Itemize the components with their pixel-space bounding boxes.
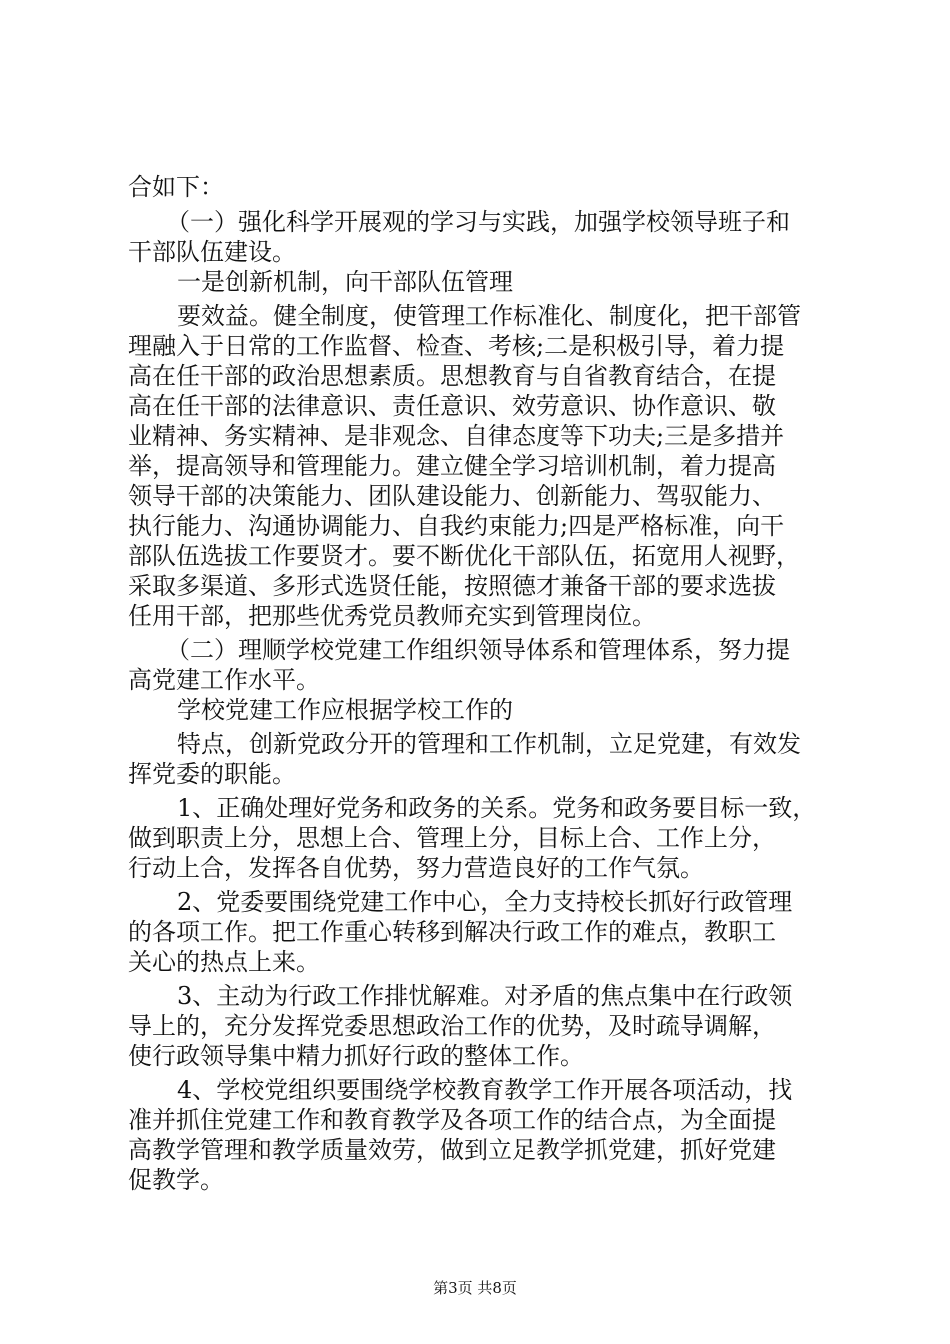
text-line: 部队伍选拔工作要贤才。要不断优化干部队伍，拓宽用人视野， (128, 542, 800, 570)
text-line: 理融入于日常的工作监督、检查、考核;二是积极引导，着力提 (128, 332, 785, 360)
text-line: 要效益。健全制度，使管理工作标准化、制度化，把干部管 (177, 302, 801, 330)
text-line: 执行能力、沟通协调能力、自我约束能力;四是严格标准，向干 (128, 512, 785, 540)
text-line: 的各项工作。把工作重心转移到解决行政工作的难点，教职工 (128, 918, 776, 946)
text-line: 2、党委要围绕党建工作中心，全力支持校长抓好行政管理 (177, 888, 793, 916)
text-line: （二）理顺学校党建工作组织领导体系和管理体系，努力提 (166, 636, 790, 664)
text-line: 做到职责上分，思想上合、管理上分，目标上合、工作上分， (128, 824, 776, 852)
text-line: 任用干部，把那些优秀党员教师充实到管理岗位。 (128, 602, 656, 630)
text-line: 特点，创新党政分开的管理和工作机制，立足党建，有效发 (177, 730, 801, 758)
page-footer: 第3页 共8页 (433, 1279, 517, 1297)
text-line: 高党建工作水平。 (128, 666, 320, 694)
text-line: 采取多渠道、多形式选贤任能，按照德才兼备干部的要求选拔 (128, 572, 776, 600)
text-line: 高教学管理和教学质量效劳，做到立足教学抓党建，抓好党建 (128, 1136, 776, 1164)
text-line: 4、学校党组织要围绕学校教育教学工作开展各项活动，找 (177, 1076, 793, 1104)
text-line: 领导干部的决策能力、团队建设能力、创新能力、驾驭能力、 (128, 482, 776, 510)
text-line: 3、主动为行政工作排忧解难。对矛盾的焦点集中在行政领 (177, 982, 793, 1010)
text-line: 举，提高领导和管理能力。建立健全学习培训机制，着力提高 (128, 452, 776, 480)
text-line: 准并抓住党建工作和教育教学及各项工作的结合点，为全面提 (128, 1106, 776, 1134)
text-line: 一是创新机制，向干部队伍管理 (177, 268, 513, 296)
text-line: 业精神、务实精神、是非观念、自律态度等下功夫;三是多措并 (128, 422, 785, 450)
text-line: （一）强化科学开展观的学习与实践，加强学校领导班子和 (166, 208, 790, 236)
text-line: 促教学。 (128, 1166, 224, 1194)
text-line: 干部队伍建设。 (128, 238, 296, 266)
text-line: 高在任干部的法律意识、责任意识、效劳意识、协作意识、敬 (128, 392, 776, 420)
text-line: 行动上合，发挥各自优势，努力营造良好的工作气氛。 (128, 854, 704, 882)
text-line: 关心的热点上来。 (128, 948, 320, 976)
text-line: 使行政领导集中精力抓好行政的整体工作。 (128, 1042, 584, 1070)
text-line: 高在任干部的政治思想素质。思想教育与自省教育结合，在提 (128, 362, 776, 390)
text-line: 1、正确处理好党务和政务的关系。党务和政务要目标一致， (177, 794, 817, 822)
text-line: 学校党建工作应根据学校工作的 (177, 696, 513, 724)
text-line: 挥党委的职能。 (128, 760, 296, 788)
text-line: 合如下： (128, 173, 224, 201)
text-line: 导上的，充分发挥党委思想政治工作的优势，及时疏导调解， (128, 1012, 776, 1040)
